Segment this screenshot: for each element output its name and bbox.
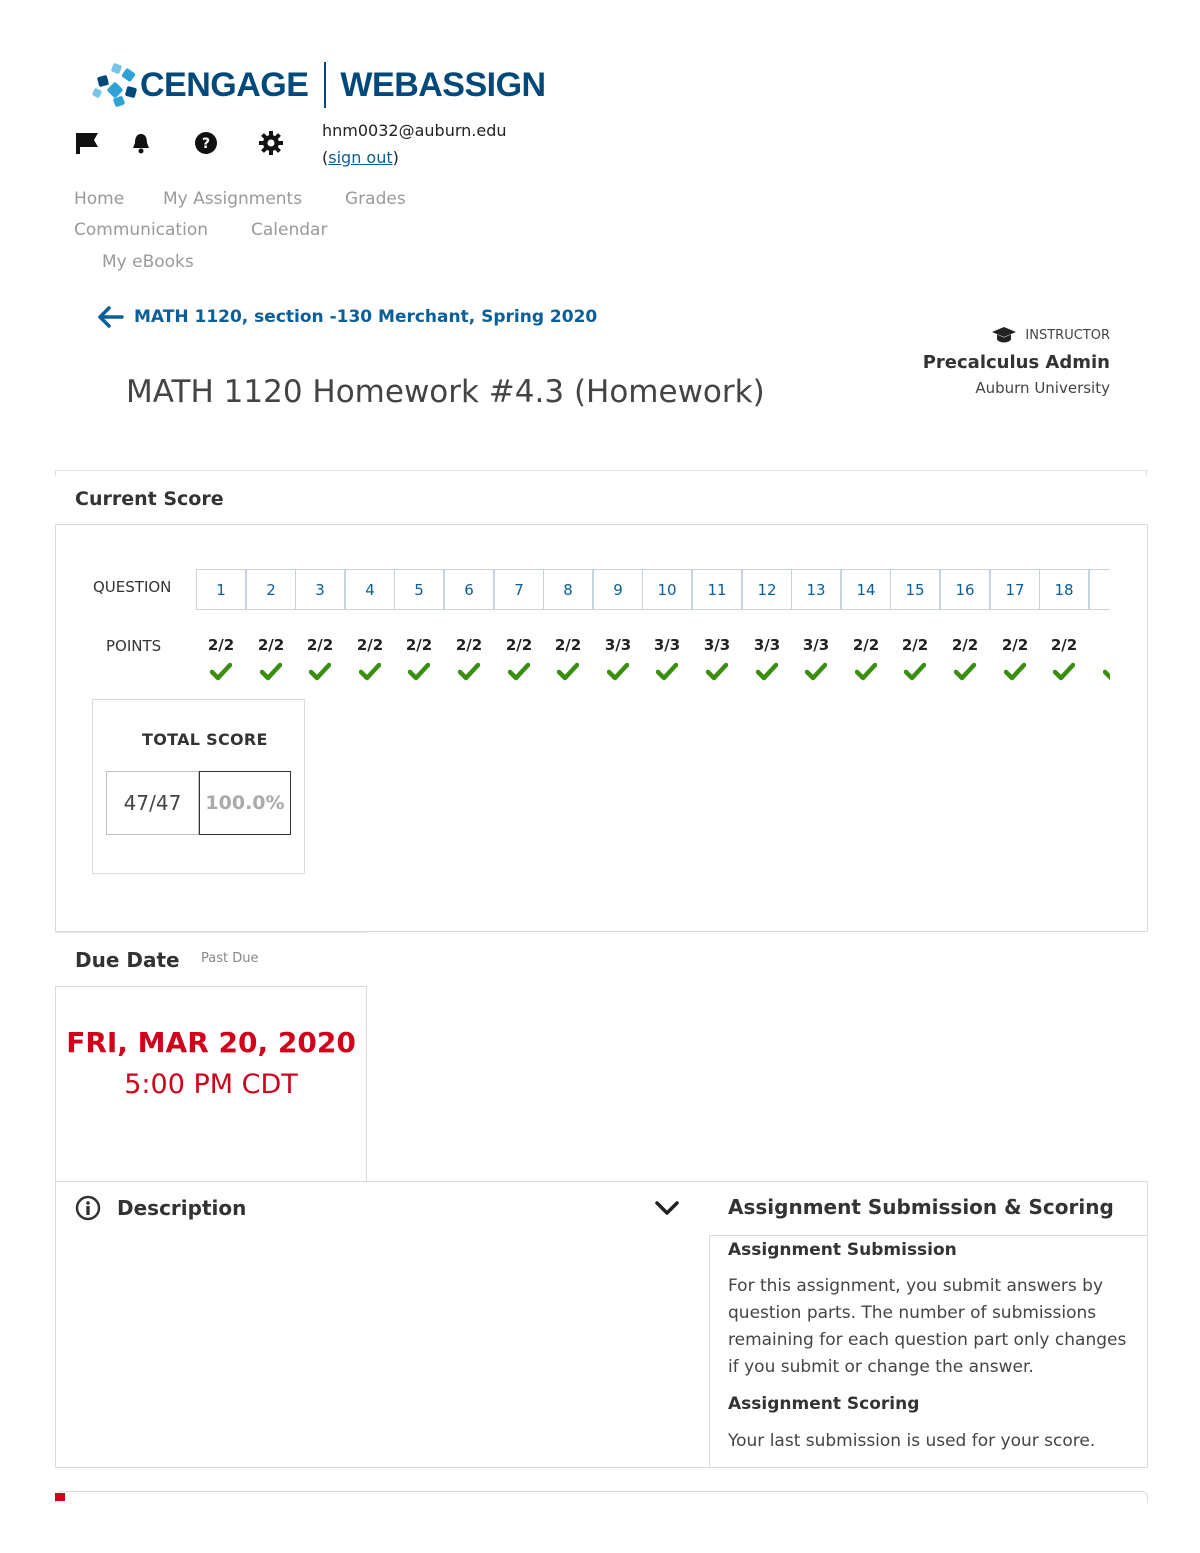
- check-icon: [196, 662, 246, 682]
- check-icon: [1089, 662, 1110, 682]
- question-points-8: 2/2: [554, 636, 582, 654]
- submission-heading: Assignment Submission & Scoring: [728, 1195, 1114, 1219]
- check-icon: [394, 662, 444, 682]
- check-icon: [890, 662, 940, 682]
- check-icon: [841, 662, 891, 682]
- instructor-name: Precalculus Admin: [922, 352, 1110, 373]
- user-email: hnm0032@auburn.edu: [322, 121, 507, 140]
- brand-cengage: CENGAGE: [140, 65, 309, 104]
- chevron-down-icon[interactable]: [654, 1198, 680, 1222]
- question-cell-6[interactable]: 6: [444, 569, 494, 610]
- question-points-6: 2/2: [455, 636, 483, 654]
- submission-text-line-3: remaining for each question part only changes: [728, 1330, 1127, 1350]
- due-panel-top-border: [55, 932, 367, 933]
- question-points-4: 2/2: [356, 636, 384, 654]
- question-cell-15[interactable]: 15: [890, 569, 940, 610]
- question-points-7: 2/2: [505, 636, 533, 654]
- score-panel-corner-r: [1146, 470, 1147, 476]
- question-cell-16[interactable]: 16: [940, 569, 990, 610]
- nav-calendar[interactable]: Calendar: [251, 220, 328, 240]
- check-icon: [1039, 662, 1089, 682]
- question-points-15: 2/2: [901, 636, 929, 654]
- points-row-label: POINTS: [106, 637, 162, 655]
- submission-divider: [709, 1235, 1148, 1236]
- question-cell-17[interactable]: 17: [990, 569, 1040, 610]
- check-icon: [990, 662, 1040, 682]
- question-points-16: 2/2: [951, 636, 979, 654]
- nav-my-assignments[interactable]: My Assignments: [163, 189, 303, 209]
- question-points-10: 3/3: [653, 636, 681, 654]
- question-points-12: 3/3: [753, 636, 781, 654]
- brand-webassign: WEBASSIGN: [340, 65, 546, 104]
- due-time-value: 5:00 PM CDT: [124, 1069, 298, 1100]
- due-status-badge: Past Due: [201, 951, 259, 966]
- question-points-11: 3/3: [703, 636, 731, 654]
- check-icon: [444, 662, 494, 682]
- instructor-school: Auburn University: [975, 379, 1110, 397]
- total-points: 47/47: [106, 771, 199, 835]
- check-icon: [246, 662, 296, 682]
- assignment-scoring-subheading: Assignment Scoring: [728, 1394, 920, 1414]
- check-icon: [593, 662, 643, 682]
- submission-left-border: [709, 1235, 710, 1468]
- submission-text-line-2: question parts. The number of submissions: [728, 1303, 1097, 1323]
- nav-my-ebooks[interactable]: My eBooks: [102, 252, 194, 272]
- question-row-label: QUESTION: [93, 578, 172, 596]
- total-percent[interactable]: 100.0%: [199, 771, 291, 835]
- question-cell-5[interactable]: 5: [394, 569, 444, 610]
- due-date-value: FRI, MAR 20, 2020: [66, 1026, 356, 1059]
- next-panel-edge: [55, 1491, 1148, 1503]
- submission-text-line-4: if you submit or change the answer.: [728, 1357, 1034, 1377]
- sign-out-link[interactable]: sign out: [328, 148, 393, 167]
- check-icon: [543, 662, 593, 682]
- question-points-1: 2/2: [207, 636, 235, 654]
- description-heading: Description: [117, 1196, 247, 1220]
- question-cell-9[interactable]: 9: [593, 569, 643, 610]
- info-icon: [75, 1195, 101, 1221]
- check-icon: [742, 662, 792, 682]
- current-score-heading: Current Score: [75, 488, 224, 510]
- check-icon: [642, 662, 692, 682]
- description-header[interactable]: [75, 1195, 246, 1221]
- check-icon: [345, 662, 395, 682]
- signout-wrapper: (sign out): [322, 148, 399, 167]
- question-cell-11[interactable]: 11: [692, 569, 742, 610]
- question-points-14: 2/2: [852, 636, 880, 654]
- question-cell-4[interactable]: 4: [345, 569, 395, 610]
- svg-text:?: ?: [201, 136, 211, 152]
- question-cell-2[interactable]: 2: [246, 569, 296, 610]
- question-grid: [0, 0, 1110, 700]
- question-cell-12[interactable]: 12: [742, 569, 792, 610]
- submission-text-line-1: For this assignment, you submit answers by: [728, 1276, 1104, 1296]
- question-cell-3[interactable]: 3: [295, 569, 345, 610]
- question-cell-1[interactable]: 1: [196, 569, 246, 610]
- check-icon: [940, 662, 990, 682]
- question-cell-14[interactable]: 14: [841, 569, 891, 610]
- question-cell-10[interactable]: 10: [642, 569, 692, 610]
- desc-gap: [56, 1236, 709, 1237]
- question-points-18: 2/2: [1050, 636, 1078, 654]
- nav-communication[interactable]: Communication: [74, 220, 208, 240]
- check-icon: [791, 662, 841, 682]
- instructor-role: INSTRUCTOR: [1025, 327, 1110, 343]
- question-points-3: 2/2: [306, 636, 334, 654]
- question-cell-18[interactable]: 18: [1039, 569, 1089, 610]
- question-cell-19[interactable]: [1089, 569, 1110, 610]
- check-icon: [692, 662, 742, 682]
- question-cell-8[interactable]: 8: [543, 569, 593, 610]
- nav-home[interactable]: Home: [74, 189, 125, 209]
- due-date-heading: Due Date: [75, 948, 180, 972]
- next-panel-accent: [55, 1493, 65, 1501]
- page-title: MATH 1120 Homework #4.3 (Homework): [126, 374, 765, 410]
- question-points-5: 2/2: [405, 636, 433, 654]
- nav-grades[interactable]: Grades: [345, 189, 406, 209]
- question-points-13: 3/3: [802, 636, 830, 654]
- assignment-submission-subheading: Assignment Submission: [728, 1240, 957, 1260]
- total-score-label: TOTAL SCORE: [142, 730, 268, 749]
- breadcrumb-course-link[interactable]: MATH 1120, section -130 Merchant, Spring 2020: [134, 307, 598, 327]
- question-cell-13[interactable]: 13: [791, 569, 841, 610]
- scoring-text: Your last submission is used for your score.: [728, 1431, 1096, 1451]
- check-icon: [295, 662, 345, 682]
- check-icon: [494, 662, 544, 682]
- question-points-9: 3/3: [604, 636, 632, 654]
- question-cell-7[interactable]: 7: [494, 569, 544, 610]
- question-points-17: 2/2: [1001, 636, 1029, 654]
- question-points-2: 2/2: [257, 636, 285, 654]
